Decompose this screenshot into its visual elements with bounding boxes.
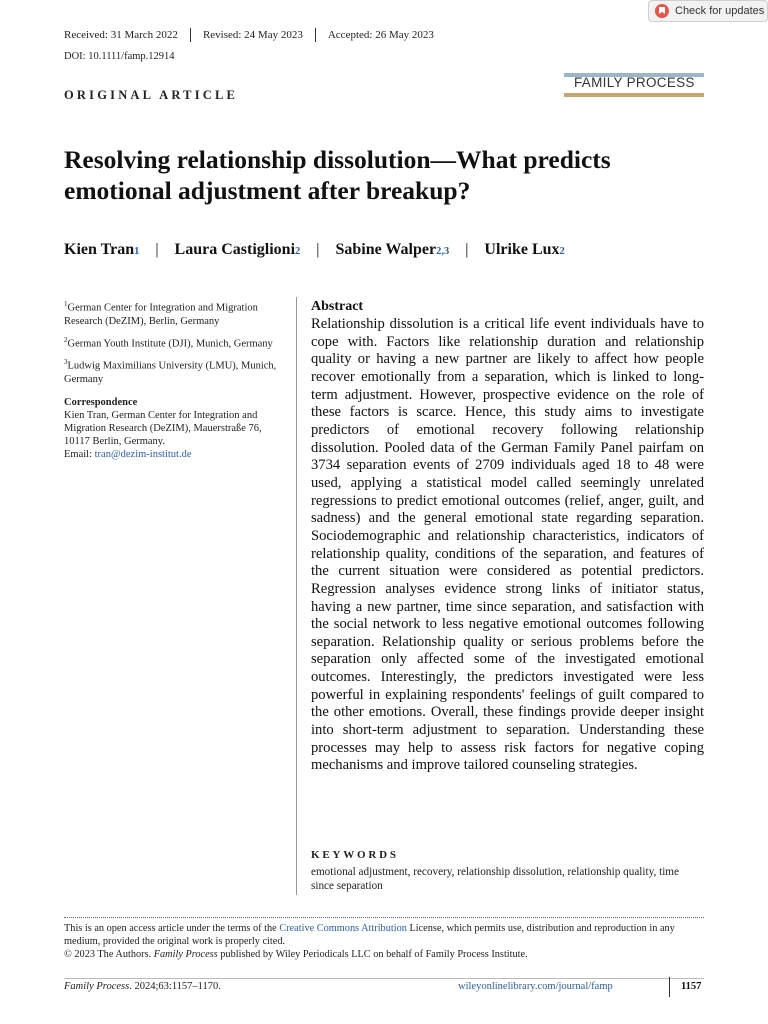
abstract-text: Relationship dissolution is a critical life event individuals have to cope with. Factors like relationship duration and relationship quality or having a new partner are likely to affect how people recover emotionally from a separation, which is linked to long-term adjustment. However, prospective evidence on the role of these factors is scarce. Hence, this study aims to investigate predictors of emotional recovery following relationship dissolution. Pooled data of the German Family Panel pairfam on 3734 separation events of 2709 individuals aged 18 to 48 were used, applying a statistical model called seemingly unrelated regressions to predict emotional outcomes (relief, anger, guilt, and sadness) and the general emotional state regarding separation. Sociodemographic and relationship characteristics, indicators of relationship quality, conditions of the separation, and features of the current situation were considered as potential predictors. Regression analyses evidence strong links of initiator status, having a new partner, time since separation, and satisfaction with the social network to less negative emotional outcomes following separation. Relationship quality or serious problems before the separation only affected some of the investigated emotional outcomes. Interestingly, the predictors investigated were less powerful in explaining respondents' feelings of guilt compared to the other emotions. Overall, these findings provide deeper insight into short-term adjustment to separation. Understanding these processes may help to assess risk factors for negative coping mechanisms and improve tailored counseling strategies. — [311, 316, 704, 774]
journal-url-link[interactable]: wileyonlinelibrary.com/journal/famp — [458, 981, 613, 992]
author-separator: | — [465, 241, 469, 258]
affiliation-text: German Youth Institute (DJI), Munich, Germany — [67, 338, 273, 349]
journal-logo-text: FAMILY PROCESS — [574, 75, 695, 90]
affiliation — [64, 298, 284, 328]
author-affiliation-ref[interactable]: 1 — [134, 246, 140, 257]
license-divider — [64, 917, 704, 918]
article-title: Resolving relationship dissolution—What predicts emotional adjustment after breakup? — [64, 145, 611, 205]
copyright-statement — [64, 948, 704, 961]
section-label: ORIGINAL ARTICLE — [64, 88, 239, 102]
abstract-section — [311, 298, 704, 775]
affiliation-text: German Center for Integration and Migration Research (DeZIM), Berlin, Germany — [64, 302, 258, 327]
author-name: Kien Tran — [64, 241, 135, 258]
author-separator: | — [155, 241, 159, 258]
footer-journal: Family Process — [64, 981, 130, 992]
author-name: Laura Castiglioni — [174, 241, 296, 258]
date-divider — [190, 28, 191, 42]
author-affiliation-ref[interactable]: 2,3 — [436, 246, 450, 257]
column-divider — [296, 297, 297, 895]
logo-bottom-bar — [564, 93, 704, 97]
affiliation-number: 2 — [64, 335, 68, 344]
affiliation-number: 1 — [64, 300, 68, 308]
author-name: Sabine Walper — [335, 241, 437, 258]
keywords-heading: KEYWORDS — [311, 849, 399, 861]
keywords-text: emotional adjustment, recovery, relationship dissolution, relationship quality, time since separation — [311, 866, 679, 892]
license-text: This is an open access article under the terms of the — [64, 923, 280, 934]
footer-citation-details: . 2024;63:1157–1170. — [129, 981, 221, 992]
author-separator: | — [316, 241, 320, 258]
cc-license-link[interactable]: Creative Commons Attribution — [279, 923, 407, 934]
correspondence-text — [64, 409, 284, 461]
date-divider — [315, 28, 316, 42]
correspondence-address: Kien Tran, German Center for Integration and Migration Research (DeZIM), Mauerstraße 76, 10117 Berlin, Germany. — [64, 409, 262, 447]
author-list — [64, 241, 565, 259]
footer-citation — [64, 981, 221, 992]
copyright-text: © 2023 The Authors. — [64, 949, 154, 960]
email-link[interactable]: tran@dezim-institut.de — [94, 448, 192, 460]
copyright-text: published by Wiley Periodicals LLC on behalf of Family Process Institute. — [217, 949, 528, 960]
license-text: License, which permits use, distribution and reproduction in any medium, provided the original work is properly cited. — [64, 923, 675, 947]
received-date: Received: 31 March 2022 — [64, 29, 178, 41]
affiliation-number: 3 — [64, 358, 68, 366]
affiliation-text: Ludwig Maximilians University (LMU), Munich, Germany — [64, 360, 277, 385]
accepted-date: Accepted: 26 May 2023 — [327, 29, 434, 41]
article-dates — [64, 28, 434, 42]
correspondence-heading: Correspondence — [64, 396, 138, 408]
author-affiliation-ref[interactable]: 2 — [295, 246, 301, 257]
email-label: Email: — [64, 448, 92, 460]
bookmark-badge-icon — [655, 4, 669, 18]
affiliations-panel — [64, 298, 284, 461]
author-name: Ulrike Lux — [484, 241, 560, 258]
affiliation — [64, 334, 284, 351]
copyright-journal: Family Process — [153, 949, 218, 960]
footer-divider — [669, 977, 670, 997]
doi: DOI: 10.1111/famp.12914 — [64, 51, 175, 62]
affiliation — [64, 356, 284, 386]
check-for-updates-button[interactable] — [648, 0, 768, 22]
footer-rule — [64, 978, 704, 979]
abstract-heading: Abstract — [311, 299, 364, 314]
revised-date: Revised: 24 May 2023 — [202, 29, 303, 41]
license-statement — [64, 922, 704, 948]
license-notice — [64, 922, 704, 961]
journal-logo — [564, 73, 704, 99]
author-affiliation-ref[interactable]: 2 — [559, 246, 565, 257]
page-number: 1157 — [681, 981, 702, 992]
check-for-updates-label: Check for updates — [675, 5, 765, 17]
